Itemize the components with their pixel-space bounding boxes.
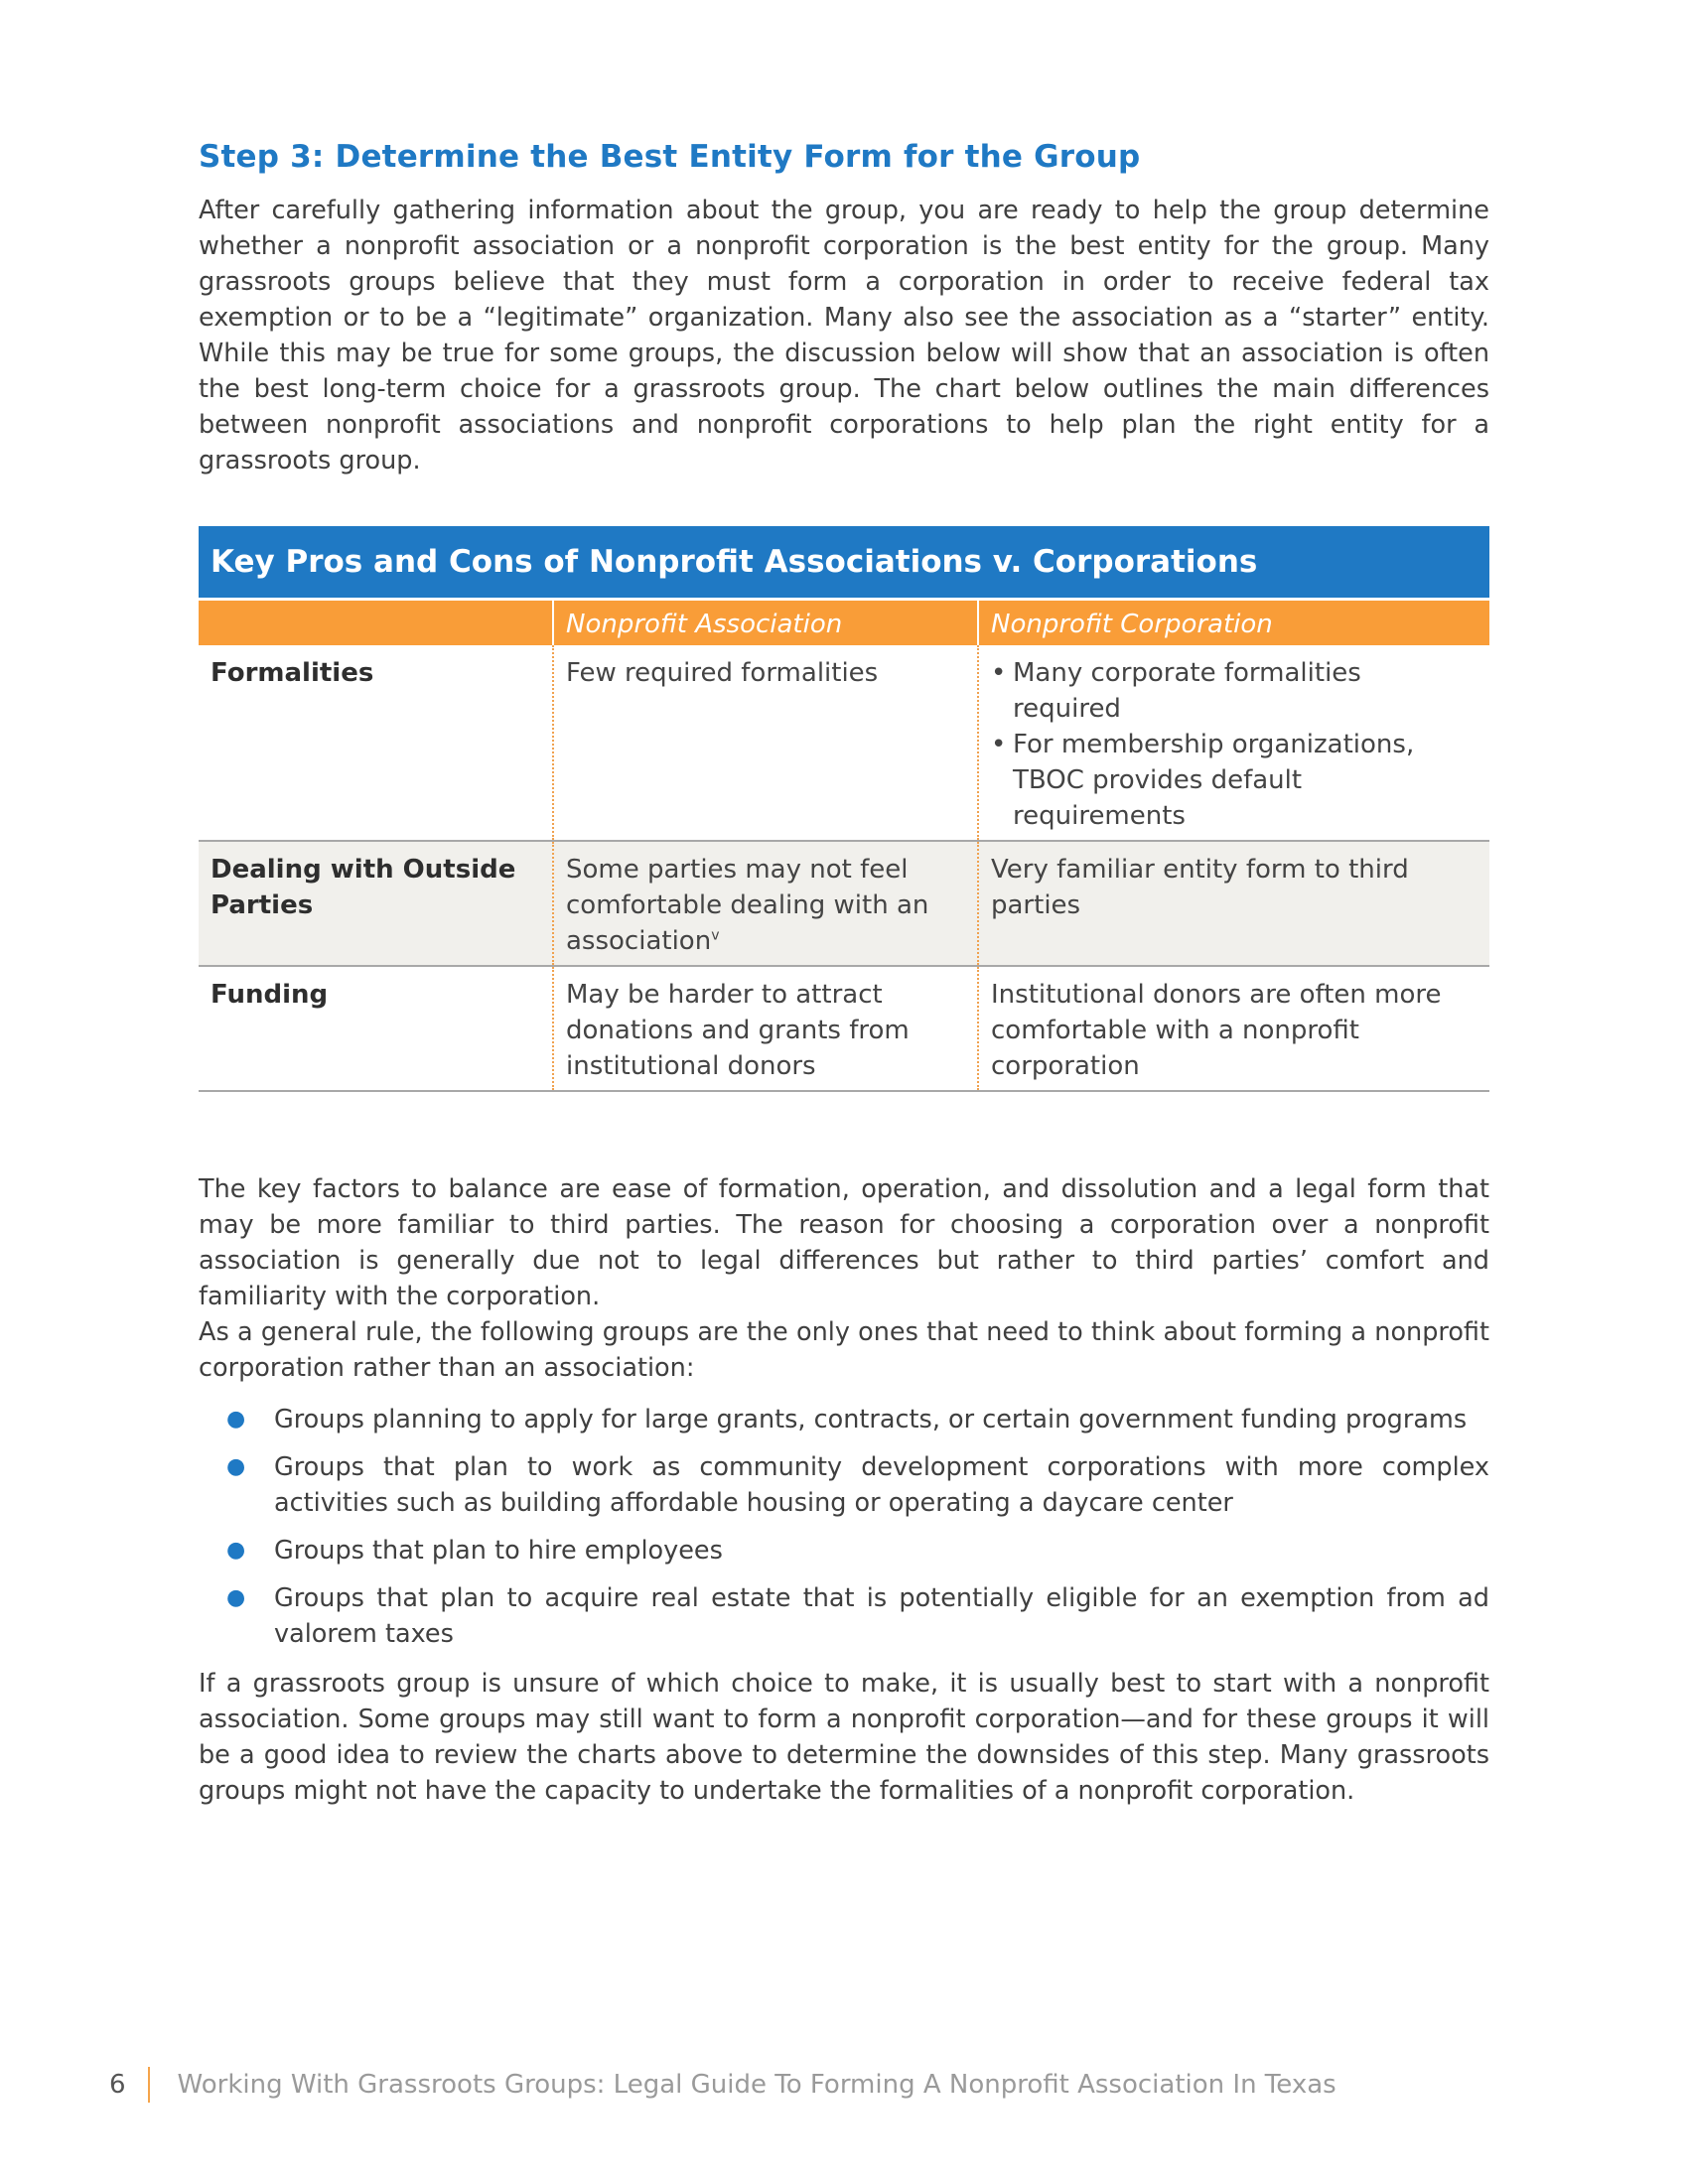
cell-corporation-funding: Institutional donors are often more comfortable with a nonprofit corporation [977, 967, 1489, 1090]
closing-paragraph: If a grassroots group is unsure of which choice to make, it is usually best to start with a nonprofit association. Some groups may still want to form a nonprofit corporation—and for these groups it will be a good idea to review the charts above to determine the downsides of this step. Many grassroots groups might not have the capacity to undertake the formalities of a nonprofit corporation. [199, 1669, 1489, 1806]
row-label-formalities: Formalities [211, 658, 374, 688]
table-header-blank [199, 601, 552, 645]
endnote-marker: v [711, 927, 720, 944]
cell-association-formalities: Few required formalities [552, 645, 977, 840]
bullet-dot-icon: • [991, 730, 1007, 759]
footer-divider [148, 2067, 150, 2103]
bullet-dot-icon: • [991, 658, 1007, 688]
table-row [199, 645, 1489, 842]
cell-association-outside-parties-text: Some parties may not feel comfortable dealing with an association [566, 855, 929, 956]
list-item-text: Groups that plan to work as community development corporations with more complex activities such as building affordable housing or operating a daycare center [274, 1452, 1489, 1518]
list-item-text: Groups planning to apply for large grants, contracts, or certain government funding programs [274, 1405, 1468, 1434]
row-label-outside-parties: Dealing with Outside Parties [211, 855, 516, 920]
cell-bullet-text: Many corporate formalities required [1013, 658, 1361, 724]
table-row [199, 967, 1489, 1092]
cell-association-outside-parties [552, 842, 977, 965]
list-item [199, 1533, 1489, 1569]
footer-title: Working With Grassroots Groups: Legal Guide To Forming A Nonprofit Association In Texas [177, 2070, 1336, 2100]
bullet-dot-icon: ● [226, 1407, 246, 1432]
cell-corporation-formalities [977, 645, 1489, 840]
cell-bullet [991, 727, 1477, 834]
cell-association-funding: May be harder to attract donations and grants from institutional donors [552, 967, 977, 1090]
cell-bullet-text: For membership organizations, TBOC provides default requirements [1013, 730, 1415, 831]
cell-bullet [991, 655, 1477, 727]
list-item-text: Groups that plan to hire employees [274, 1536, 723, 1566]
row-label-funding: Funding [211, 980, 329, 1010]
table-header-row [199, 598, 1489, 645]
table-header-association: Nonprofit Association [552, 601, 977, 645]
page-number: 6 [109, 2070, 126, 2100]
table-header-corporation: Nonprofit Corporation [977, 601, 1489, 645]
bullet-dot-icon: ● [226, 1585, 246, 1610]
page-footer [109, 2067, 1336, 2103]
general-rule-paragraph: As a general rule, the following groups are the only ones that need to think about forming a nonprofit corporation rather than an association: [199, 1317, 1489, 1383]
section-heading: Step 3: Determine the Best Entity Form for the Group [199, 139, 1141, 175]
list-item [199, 1580, 1489, 1652]
factors-paragraph: The key factors to balance are ease of formation, operation, and dissolution and a legal form that may be more familiar to third parties. The reason for choosing a corporation over a nonprofit association is generally due not to legal differences but rather to third parties’ comfort and familiarity with the corporation. [199, 1174, 1489, 1311]
list-item [199, 1402, 1489, 1437]
comparison-table [199, 526, 1489, 1092]
groups-list [199, 1402, 1489, 1652]
bullet-dot-icon: ● [226, 1454, 246, 1479]
intro-paragraph: After carefully gathering information about the group, you are ready to help the group determine whether a nonprofit association or a nonprofit corporation is the best entity for the group. Many grassroots groups believe that they must form a corporation in order to receive federal tax exemption or to be a “legitimate” organization. Many also see the association as a “starter” entity. While this may be true for some groups, the discussion below will show that an association is often the best long-term choice for a grassroots group. The chart below outlines the main differences between nonprofit associations and nonprofit corporations to help plan the right entity for a grassroots group. [199, 196, 1489, 476]
list-item [199, 1449, 1489, 1521]
page-content [199, 139, 1489, 1809]
table-title: Key Pros and Cons of Nonprofit Associations v. Corporations [199, 526, 1489, 598]
cell-corporation-outside-parties: Very familiar entity form to third parties [977, 842, 1489, 965]
table-row [199, 842, 1489, 967]
bullet-dot-icon: ● [226, 1538, 246, 1563]
list-item-text: Groups that plan to acquire real estate that is potentially eligible for an exemption from ad valorem taxes [274, 1583, 1489, 1649]
